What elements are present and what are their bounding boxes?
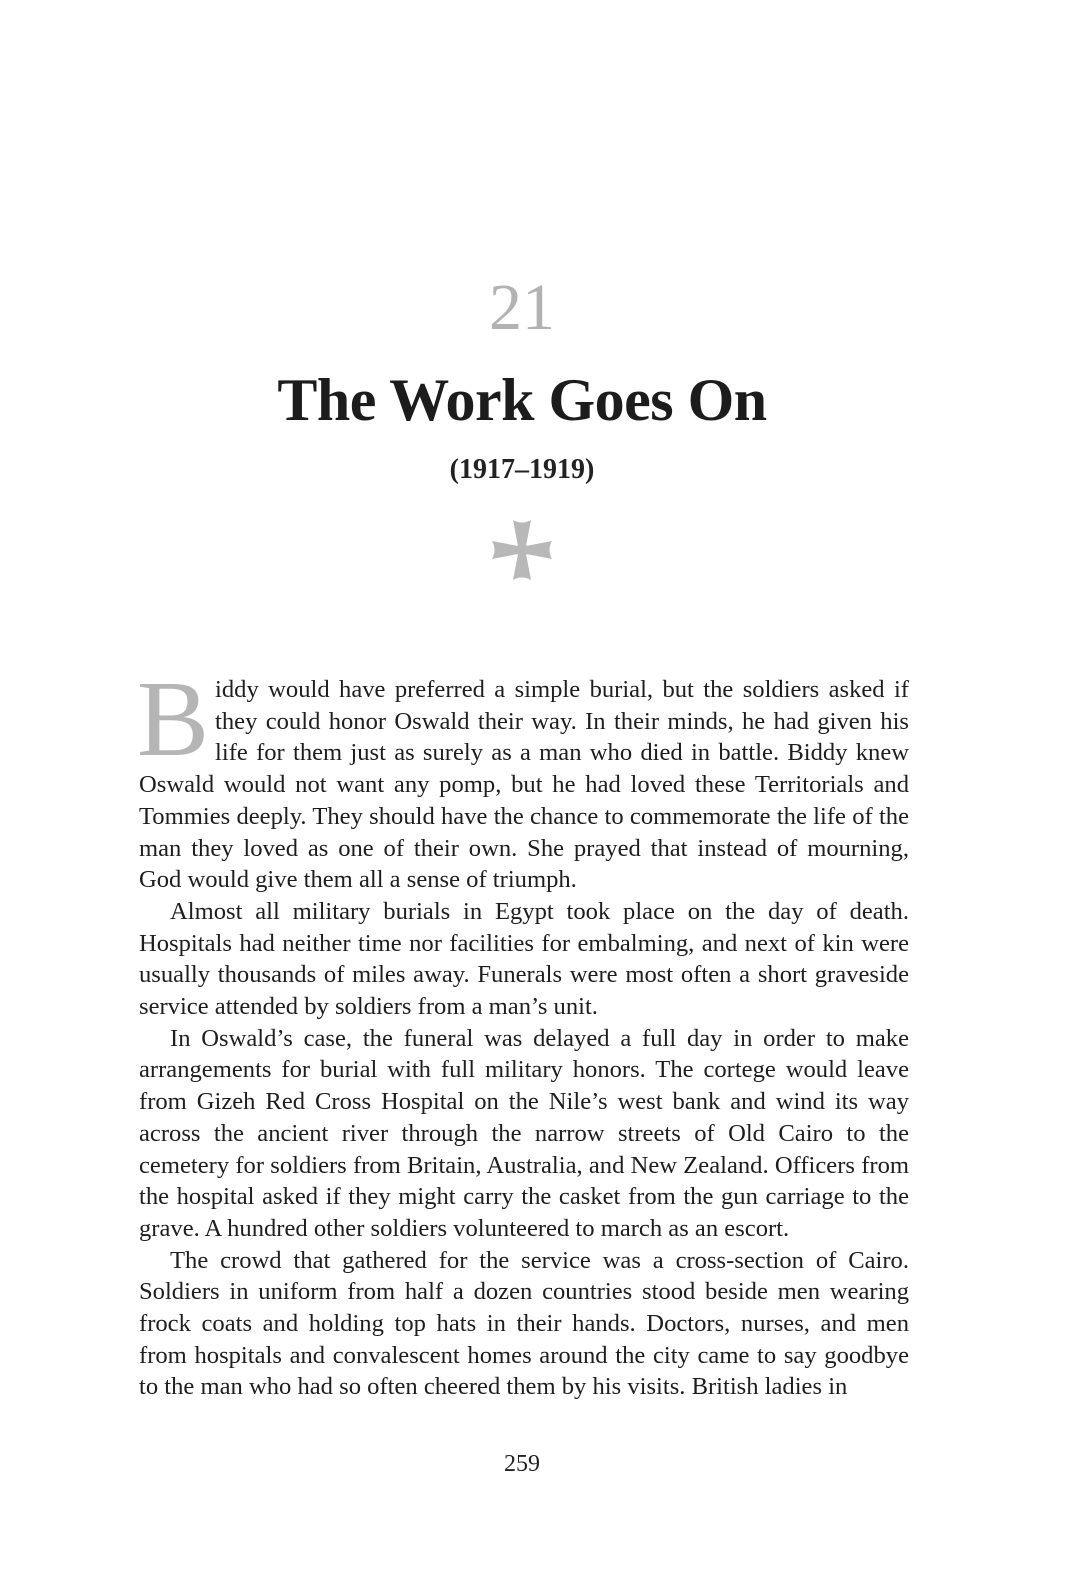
page-number: 259 [504,1451,540,1477]
drop-cap: B [137,660,210,779]
paragraph: In Oswald’s case, the funeral was delayed a full day in order to make arrangements for burial with full military honors. The cortege would leave from Gizeh Red Cross Hospital on the Nile’s west bank and wind its way across the ancient river through the narrow streets of Old Cairo to the cemetery for soldiers from Britain, Australia, and New Zealand. Officers from the hospital asked if they might carry the casket from the gun carriage to the grave. A hundred other soldiers volunteered to march as an escort. [139,1024,909,1242]
chapter-dates: (1917–1919) [449,454,595,485]
paragraph: The crowd that gathered for the service was a cross-section of Cairo. Soldiers in uniform from half a dozen countries stood beside men wearing frock coats and holding top hats in their hands. Doctors, nurses, and men from hospitals and convalescent homes around the city came to say goodbye to the man who had so often cheered them by his visits. British ladies in [139,1246,909,1401]
paragraph-text: iddy would have preferred a simple burial, but the soldiers asked if they could honor Oswald their way. In their minds, he had given his life for them just as surely as a man who died in battle. Biddy knew Oswald would not want any pomp, but he had loved these Territorials and Tommies deeply. They should have the chance to commemorate the life of the man they loved as one of their own. She prayed that instead of mourning, God would give them all a sense of triumph. [139,676,909,894]
chapter-body [137,660,909,1403]
paragraph: Almost all military burials in Egypt took place on the day of death. Hospitals had neither time nor facilities for embalming, and next of kin were usually thousands of miles away. Funerals were most often a short graveside service attended by soldiers from a man’s unit. [139,897,909,1021]
chapter-title: The Work Goes On [277,367,767,433]
cross-pattee-icon [490,518,554,582]
chapter-number: 21 [489,271,555,344]
paragraph [137,660,909,896]
